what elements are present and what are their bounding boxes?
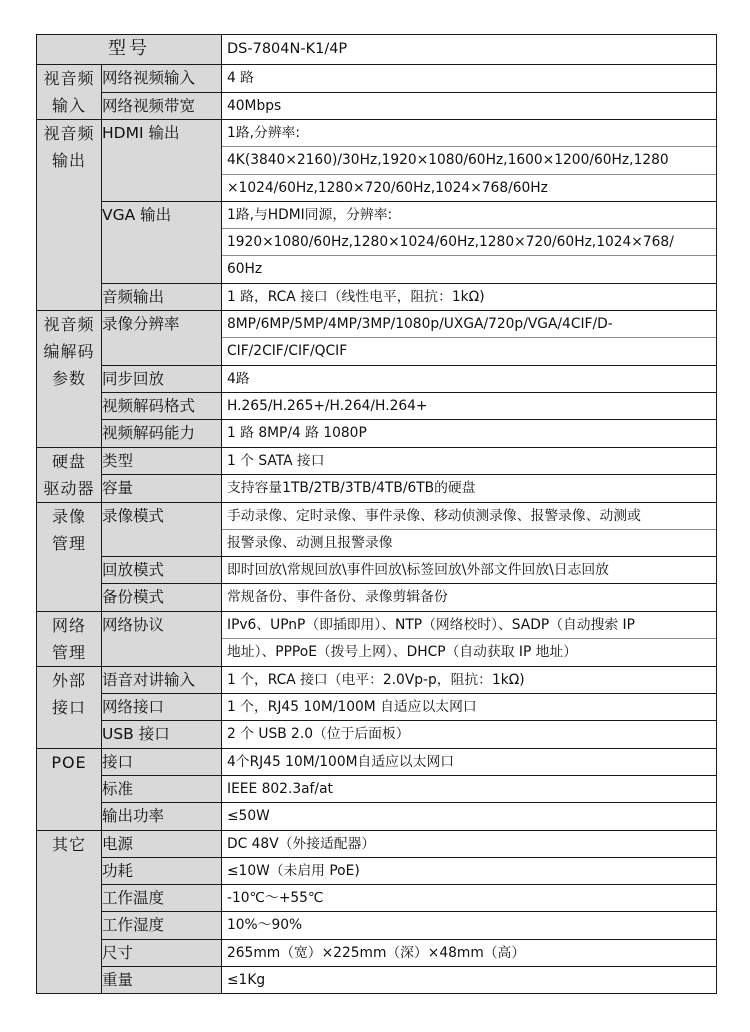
- spec-value-line: ×1024/60Hz,1280×720/60Hz,1024×768/60Hz: [222, 174, 716, 201]
- spec-row: [37, 912, 717, 939]
- spec-row: [37, 201, 717, 283]
- spec-row: [37, 92, 717, 120]
- model-value-cell: [222, 35, 717, 65]
- spec-value-line: 4个RJ45 10M/100M自适应以太网口: [227, 753, 455, 770]
- category-label-line: 输出: [51, 151, 86, 170]
- spec-label: 类型: [102, 447, 222, 475]
- spec-value: [222, 803, 717, 830]
- category-label-line: 网络: [51, 615, 86, 635]
- spec-label: 工作温度: [102, 885, 222, 912]
- model-row: [37, 35, 717, 65]
- spec-row: [37, 392, 717, 419]
- spec-value-line: 即时回放\常规回放\事件回放\标签回放\外部文件回放\日志回放: [227, 562, 609, 579]
- spec-row: [37, 611, 717, 666]
- spec-value: [222, 557, 717, 584]
- spec-table-body: [37, 35, 717, 994]
- spec-label: 标准: [102, 775, 222, 802]
- spec-label: 视频解码格式: [102, 392, 222, 419]
- spec-value: [222, 775, 717, 802]
- category-label-line: 编解码: [43, 342, 95, 362]
- category-label: [37, 447, 102, 502]
- category-label: [37, 830, 102, 994]
- spec-value: [222, 857, 717, 884]
- spec-label: 录像模式: [102, 502, 222, 557]
- category-label-line: 视音频: [43, 124, 95, 143]
- spec-value: [222, 666, 717, 693]
- spec-value: [222, 885, 717, 912]
- spec-value: [222, 748, 717, 775]
- spec-value: [222, 611, 717, 666]
- spec-value: [222, 830, 717, 857]
- spec-value: [222, 365, 717, 392]
- category-label-line: POE: [51, 752, 87, 772]
- spec-label: 音频输出: [102, 283, 222, 310]
- spec-value-line: 4K(3840×2160)/30Hz,1920×1080/60Hz,1600×1200/60Hz,1280: [222, 146, 716, 173]
- spec-row: [37, 666, 717, 693]
- spec-label: 录像分辨率: [102, 311, 222, 366]
- spec-row: [37, 502, 717, 557]
- spec-value-line: 手动录像、定时录像、事件录像、移动侦测录像、报警录像、动测或: [227, 507, 641, 524]
- spec-value: [222, 311, 717, 366]
- spec-value-line: 报警录像、动测且报警录像: [222, 529, 716, 556]
- spec-label: 接口: [102, 748, 222, 775]
- category-label-line: 录像: [51, 506, 86, 526]
- spec-value: [222, 392, 717, 419]
- category-label: [37, 311, 102, 447]
- spec-label: 尺寸: [102, 939, 222, 966]
- spec-row: [37, 830, 717, 857]
- spec-value: [222, 420, 717, 447]
- spec-label: USB 接口: [102, 721, 222, 748]
- spec-value-line: 常规备份、事件备份、录像剪辑备份: [227, 589, 448, 606]
- spec-row: [37, 775, 717, 802]
- spec-value: [222, 584, 717, 611]
- spec-label: HDMI 输出: [102, 120, 222, 202]
- spec-value: [222, 502, 717, 557]
- category-label-line: 其它: [51, 834, 86, 854]
- spec-label: 网络协议: [102, 611, 222, 666]
- category-label: [37, 666, 102, 748]
- spec-label: 容量: [102, 475, 222, 503]
- spec-row: [37, 721, 717, 748]
- spec-label: 输出功率: [102, 803, 222, 830]
- spec-value-line: 1 路 8MP/4 路 1080P: [227, 425, 367, 442]
- spec-value-line: DC 48V（外接适配器）: [227, 835, 376, 852]
- spec-value-line: 60Hz: [222, 255, 716, 282]
- spec-value: [222, 694, 717, 721]
- spec-value: [222, 283, 717, 310]
- spec-row: [37, 475, 717, 503]
- spec-value: [222, 65, 717, 93]
- spec-row: [37, 557, 717, 584]
- category-label: [37, 611, 102, 666]
- spec-value-line: 8MP/6MP/5MP/4MP/3MP/1080p/UXGA/720p/VGA/4CIF/D-: [227, 316, 613, 333]
- model-value: DS-7804N-K1/4P: [227, 41, 348, 57]
- category-label-line: 视音频: [43, 69, 95, 88]
- category-label-line: 参数: [51, 369, 86, 389]
- spec-value-line: 支持容量1TB/2TB/3TB/4TB/6TB的硬盘: [227, 480, 476, 497]
- category-label-line: 管理: [51, 533, 86, 553]
- spec-label: 视频解码能力: [102, 420, 222, 447]
- model-label: 型号: [37, 35, 222, 65]
- category-label-line: 管理: [51, 642, 86, 662]
- spec-value-line: 4 路: [227, 70, 254, 86]
- spec-value-line: 1路,与HDMI同源，分辨率:: [227, 206, 393, 223]
- spec-value: [222, 721, 717, 748]
- spec-value-line: 10%～90%: [227, 917, 303, 934]
- spec-value-line: 1路,分辨率:: [227, 125, 300, 141]
- spec-value-line: 2 个 USB 2.0（位于后面板）: [227, 726, 410, 743]
- spec-row: [37, 803, 717, 830]
- spec-value-line: 1 个，RCA 接口（电平：2.0Vp-p，阻抗：1kΩ): [227, 671, 525, 688]
- spec-row: [37, 420, 717, 447]
- spec-value-line: 40Mbps: [227, 97, 282, 114]
- spec-value-line: H.265/H.265+/H.264/H.264+: [227, 397, 428, 414]
- category-label-line: 输入: [51, 96, 86, 115]
- spec-value-line: -10℃～+55℃: [227, 890, 324, 907]
- spec-value-line: 1920×1080/60Hz,1280×1024/60Hz,1280×720/60Hz,1024×768/: [222, 228, 716, 255]
- category-label-line: 接口: [51, 697, 86, 717]
- spec-row: [37, 885, 717, 912]
- spec-value-line: 1 个，RJ45 10M/100M 自适应以太网口: [227, 699, 477, 716]
- spec-row: [37, 748, 717, 775]
- spec-value: [222, 447, 717, 475]
- spec-row: [37, 283, 717, 310]
- spec-value-line: 1 个 SATA 接口: [227, 452, 325, 469]
- spec-row: [37, 120, 717, 202]
- spec-value-line: ≤50W: [227, 808, 270, 825]
- category-label: [37, 748, 102, 830]
- category-label-line: 硬盘: [51, 451, 86, 471]
- spec-label: 网络接口: [102, 694, 222, 721]
- spec-value: [222, 201, 717, 283]
- spec-label: 语音对讲输入: [102, 666, 222, 693]
- spec-row: [37, 857, 717, 884]
- spec-value-line: CIF/2CIF/CIF/QCIF: [222, 337, 716, 364]
- spec-label: 功耗: [102, 857, 222, 884]
- spec-value-line: IEEE 802.3af/at: [227, 780, 333, 797]
- spec-value: [222, 92, 717, 120]
- spec-value-line: 265mm（宽）×225mm（深）×48mm（高）: [227, 944, 526, 961]
- spec-label: 电源: [102, 830, 222, 857]
- spec-label: 网络视频输入: [102, 65, 222, 93]
- spec-label: 备份模式: [102, 584, 222, 611]
- spec-value-line: 地址）、PPPoE（拨号上网）、DHCP（自动获取 IP 地址）: [222, 638, 716, 665]
- spec-value-line: 1 路，RCA 接口（线性电平，阻抗：1kΩ): [227, 288, 485, 305]
- spec-label: 网络视频带宽: [102, 92, 222, 120]
- spec-row: [37, 365, 717, 392]
- spec-row: [37, 447, 717, 475]
- spec-value-line: ≤10W（未启用 PoE): [227, 862, 360, 879]
- spec-value-line: IPv6、UPnP（即插即用）、NTP（网络校时）、SADP（自动搜索 IP: [227, 616, 635, 633]
- category-label-line: 外部: [51, 670, 86, 690]
- spec-label: 同步回放: [102, 365, 222, 392]
- spec-value: [222, 120, 717, 202]
- spec-row: [37, 967, 717, 994]
- spec-row: [37, 694, 717, 721]
- spec-value-line: ≤1Kg: [227, 972, 266, 989]
- spec-label: VGA 输出: [102, 201, 222, 283]
- spec-label: 回放模式: [102, 557, 222, 584]
- spec-row: [37, 584, 717, 611]
- category-label: [37, 502, 102, 611]
- spec-value: [222, 967, 717, 994]
- spec-value: [222, 912, 717, 939]
- spec-row: [37, 65, 717, 93]
- spec-table: [36, 34, 717, 994]
- spec-label: 工作湿度: [102, 912, 222, 939]
- spec-row: [37, 939, 717, 966]
- spec-row: [37, 311, 717, 366]
- spec-value: [222, 475, 717, 503]
- spec-value-line: 4路: [227, 370, 250, 387]
- spec-value: [222, 939, 717, 966]
- category-label: [37, 65, 102, 120]
- spec-label: 重量: [102, 967, 222, 994]
- category-label: [37, 120, 102, 311]
- category-label-line: 视音频: [43, 315, 95, 335]
- category-label-line: 驱动器: [43, 478, 95, 498]
